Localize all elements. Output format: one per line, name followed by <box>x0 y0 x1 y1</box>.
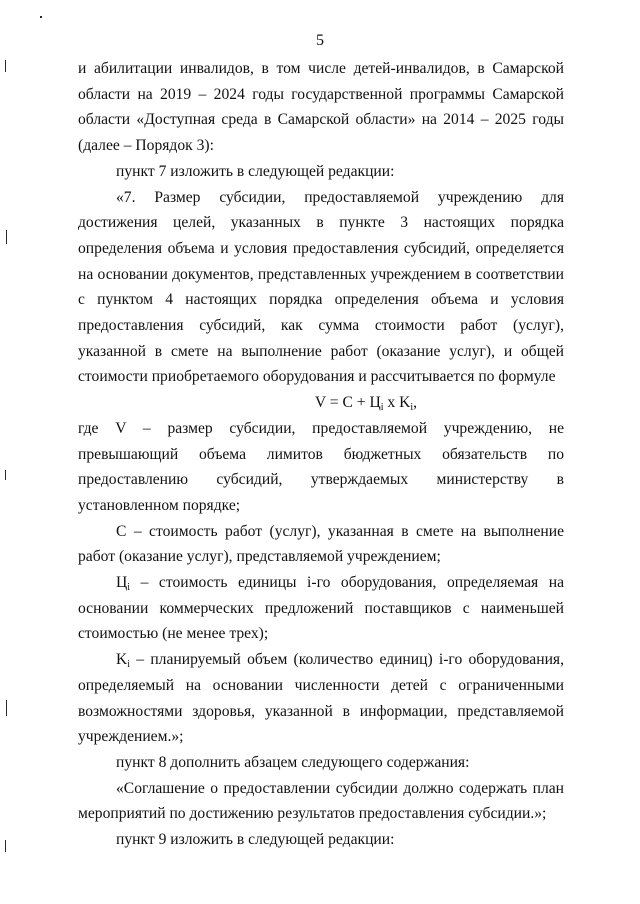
paragraph-6-text: – стоимость единицы i-го оборудования, определяемая на основании коммерческих предложений поставщиков с наименьшей стоимостью (не менее трех); <box>78 574 564 643</box>
paragraph-10: пункт 9 изложить в следующей редакции: <box>116 831 395 849</box>
scan-mark <box>40 16 42 18</box>
formula-part-3: , <box>413 394 418 412</box>
scan-mark <box>5 470 6 480</box>
formula-part-1: V = C + Ц <box>314 394 381 412</box>
paragraph-4: где V – размер субсидии, предоставляемой учреждению, не превышающий объема лимитов бюджетных обязательств по предоставлению субсидий, утверждаемых министерству в установленном порядке; <box>78 419 564 514</box>
paragraph-2: пункт 7 изложить в следующей редакции: <box>116 162 395 180</box>
paragraph-6 <box>78 570 564 647</box>
formula-sub-2: i <box>410 402 414 414</box>
scan-mark <box>6 230 7 244</box>
paragraph-7 <box>78 647 564 750</box>
paragraph-5: C – стоимость работ (услуг), указанная в смете на выполнение работ (оказание услуг), представляемой учреждением; <box>78 522 564 566</box>
symbol-k-sub: i <box>127 659 131 671</box>
paragraph-8: пункт 8 дополнить абзацем следующего содержания: <box>116 753 470 771</box>
formula-part-2: x K <box>383 394 411 412</box>
symbol-ts-sub: i <box>127 582 131 594</box>
formula-sub-1: i <box>380 402 384 414</box>
scan-mark <box>6 700 7 716</box>
paragraph-3: «7. Размер субсидии, предоставляемой учреждению для достижения целей, указанных в пункте 3 настоящих порядка определения объема и условия предоставления субсидий, определяется на основании документов, представленных учреждением в соответствии с пунктом 4 настоящих порядка определения объема и условия предоставления субсидий, как сумма стоимости работ (услуг), указанной в смете на выполнение работ (оказание услуг), и общей стоимости приобретаемого оборудования и рассчитывается по формуле <box>78 188 564 386</box>
paragraph-9: «Соглашение о предоставлении субсидии должно содержать план мероприятий по достижению результатов предоставления субсидии.»; <box>78 779 564 823</box>
symbol-k: K <box>116 651 128 669</box>
page-number: 5 <box>316 32 324 49</box>
paragraph-1: и абилитации инвалидов, в том числе детей-инвалидов, в Самарской области на 2019 – 2024 годы государственной программы Самарской области «Доступная среда в Самарской области» на 2014 – 2025 годы (далее – Порядок 3): <box>78 60 564 155</box>
symbol-ts: Ц <box>116 574 128 592</box>
formula <box>78 390 564 416</box>
document-body <box>78 56 564 853</box>
scan-mark <box>5 840 6 852</box>
scan-mark <box>5 60 6 72</box>
paragraph-7-text: – планируемый объем (количество единиц) i-го оборудования, определяемый на основании численности детей с ограниченными возможностями здоровья, указанной в информации, представляемой учреждением.»; <box>78 651 564 746</box>
